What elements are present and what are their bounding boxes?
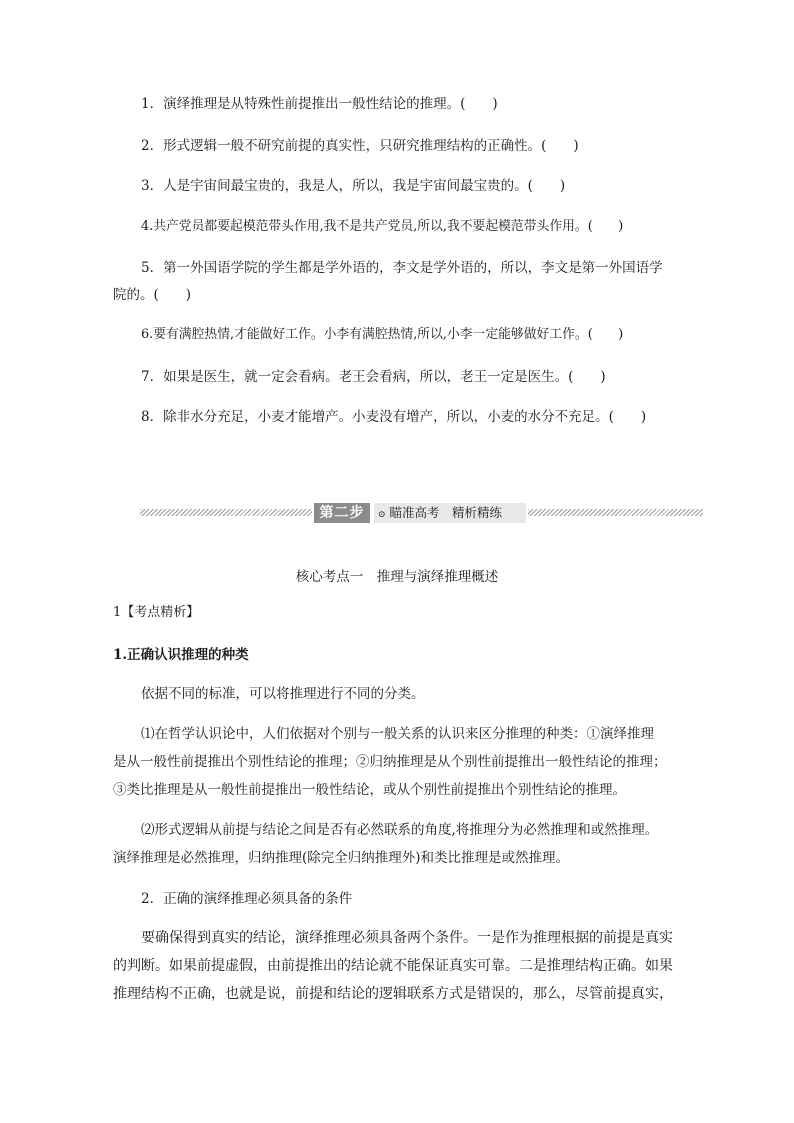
para3-line3: 推理结构不正确，也就是说，前提和结论的逻辑联系方式是错误的，那么，尽管前提真实， — [113, 986, 673, 1002]
bullet-icon: ⊙ — [378, 510, 386, 520]
heading-2: 2．正确的演绎推理必须具备的条件 — [141, 891, 353, 907]
question-2: 2．形式逻辑一般不研究前提的真实性，只研究推理结构的正确性。( ) — [141, 138, 579, 154]
para-intro: 依据不同的标准，可以将推理进行不同的分类。 — [141, 686, 425, 702]
para3-line1: 要确保得到真实的结论，演绎推理必须具备两个条件。一是作为推理根据的前提是真实 — [141, 930, 673, 946]
question-5: 5．第一外国语学院的学生都是学外语的，李文是学外语的，所以，李文是第一外国语学 — [141, 260, 663, 276]
block-label: 1【考点精析】 — [113, 605, 200, 620]
question-4: 4.共产党员都要起模范带头作用,我不是共产党员,所以,我不要起模范带头作用。( ) — [141, 219, 624, 234]
para1-line1: ⑴在哲学认识论中，人们依据对个别与一般关系的认识来区分推理的种类：①演绎推理 — [141, 726, 654, 742]
question-6: 6.要有满腔热情,才能做好工作。小李有满腔热情,所以,小李一定能够做好工作。( ) — [141, 327, 624, 342]
banner-subtitle-box — [374, 503, 526, 523]
question-3: 3．人是宇宙间最宝贵的，我是人，所以，我是宇宙间最宝贵的。( ) — [141, 178, 566, 194]
banner-hatch-left — [140, 509, 312, 516]
banner-hatch-right — [528, 509, 703, 516]
section-title: 核心考点一 推理与演绎推理概述 — [295, 569, 499, 585]
question-1: 1．演绎推理是从特殊性前提推出一般性结论的推理。( ) — [141, 96, 498, 112]
para3-line2: 的判断。如果前提虚假，由前提推出的结论就不能保证真实可靠。二是推理结构正确。如果 — [113, 958, 673, 974]
heading-1: 1.正确认识推理的种类 — [113, 647, 249, 663]
question-7: 7．如果是医生，就一定会看病。老王会看病，所以，老王一定是医生。( ) — [141, 369, 606, 385]
para2-line1: ⑵形式逻辑从前提与结论之间是否有必然联系的角度,将推理分为必然推理和或然推理。 — [141, 822, 659, 838]
banner-subtitle: 瞄准高考 精析精练 — [389, 505, 503, 520]
para2-line2: 演绎推理是必然推理，归纳推理(除完全归纳推理外)和类比推理是或然推理。 — [113, 850, 570, 866]
question-8: 8．除非水分充足，小麦才能增产。小麦没有增产，所以，小麦的水分不充足。( ) — [141, 409, 647, 425]
step-label: 第二步 — [314, 503, 370, 523]
para1-line2: 是从一般性前提推出个别性结论的推理；②归纳推理是从个别性前提推出一般性结论的推理； — [113, 754, 667, 770]
para1-line3: ③类比推理是从一般性前提推出一般性结论，或从个别性前提推出个别性结论的推理。 — [113, 782, 626, 798]
question-5-cont: 院的。( ) — [113, 287, 192, 303]
section-banner — [140, 503, 703, 523]
